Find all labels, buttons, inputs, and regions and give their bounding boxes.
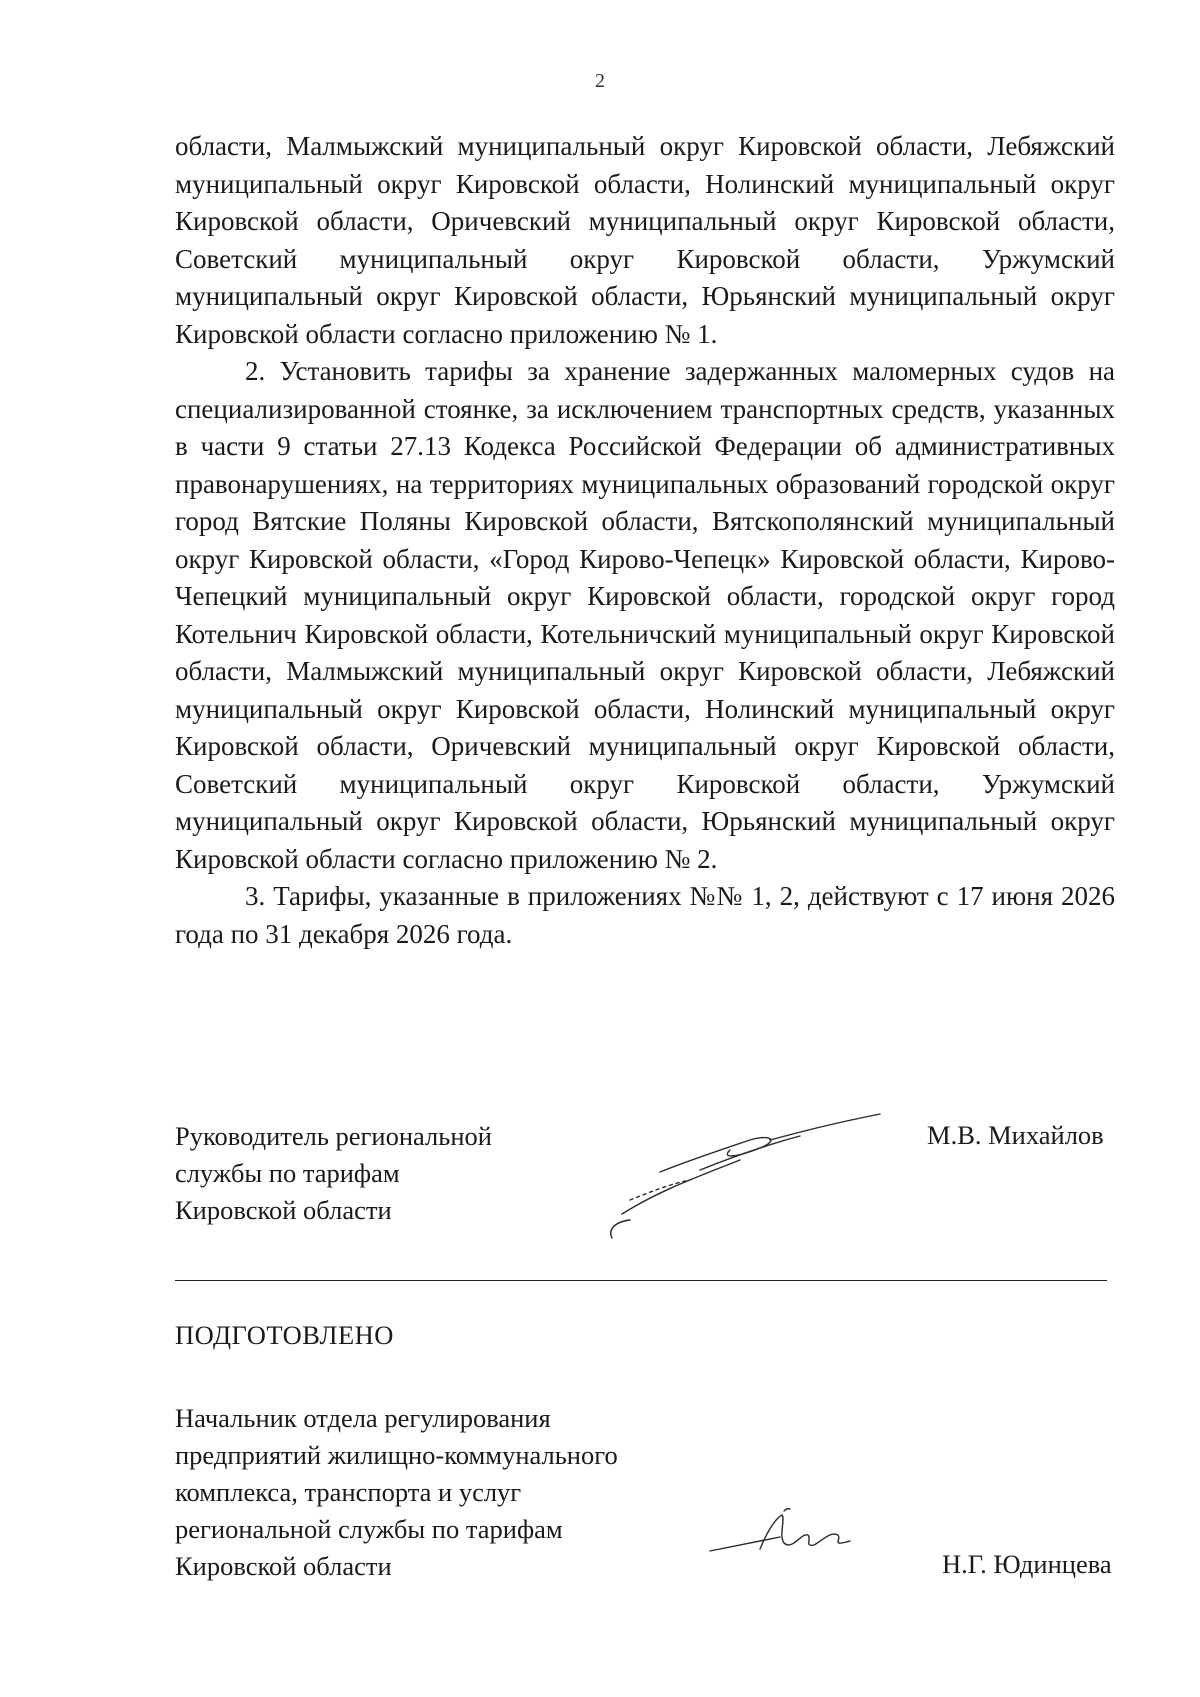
position-line: комплекса, транспорта и услуг	[175, 1477, 522, 1507]
position-line: Начальник отдела регулирования	[175, 1403, 551, 1433]
paragraph-2: 2. Установить тарифы за хранение задержанных маломерных судов на специализированной стоянке, за исключением транспортных средств, указанных в части 9 статьи 27.13 Кодекса Российской Федерации об административных правонарушениях, на территориях муниципальных образований городской округ город Вятские Поляны Кировской области, Вятскополянский муниципальный округ Кировской области, «Город Кирово-Чепецк» Кировской области, Кирово-Чепецкий муниципальный округ Кировской области, городской округ город Котельнич Кировской области, Котельничский муниципальный округ Кировской области, Малмыжский муниципальный округ Кировской области, Лебяжский муниципальный округ Кировской области, Нолинский муниципальный округ Кировской области, Оричевский муниципальный округ Кировской области, Советский муниципальный округ Кировской области, Уржумский муниципальный округ Кировской области, Юрьянский муниципальный округ Кировской области согласно приложению № 2.	[175, 356, 1115, 874]
paragraph-3: 3. Тарифы, указанные в приложениях №№ 1, 2, действуют с 17 июня 2026 года по 31 декабря 2026 года.	[175, 881, 1115, 949]
paragraph-1-continuation: области, Малмыжский муниципальный округ Кировской области, Лебяжский муниципальный округ Кировской области, Нолинский муниципальный округ Кировской области, Оричевский муниципальный округ Кировской области, Советский муниципальный округ Кировской области, Уржумский муниципальный округ Кировской области, Юрьянский муниципальный округ Кировской области согласно приложению № 1.	[175, 131, 1115, 349]
position-line: региональной службы по тарифам	[175, 1514, 563, 1544]
position-line: Кировской области	[175, 1551, 392, 1581]
preparer-signature	[700, 1505, 870, 1565]
position-line: Кировской области	[175, 1195, 392, 1225]
head-signatory-name: М.В. Михайлов	[927, 1120, 1104, 1150]
preparer-position	[175, 1400, 618, 1585]
separator-line	[175, 1280, 1107, 1281]
position-line: предприятий жилищно-коммунального	[175, 1440, 618, 1470]
document-body	[175, 128, 1115, 953]
prepared-label: ПОДГОТОВЛЕНО	[175, 1320, 394, 1350]
preparer-name: Н.Г. Юдинцева	[942, 1549, 1112, 1579]
head-signature	[600, 1110, 900, 1250]
head-signatory-position	[175, 1118, 492, 1229]
position-line: службы по тарифам	[175, 1158, 400, 1188]
page-number: 2	[595, 70, 605, 92]
position-line: Руководитель региональной	[175, 1121, 492, 1151]
